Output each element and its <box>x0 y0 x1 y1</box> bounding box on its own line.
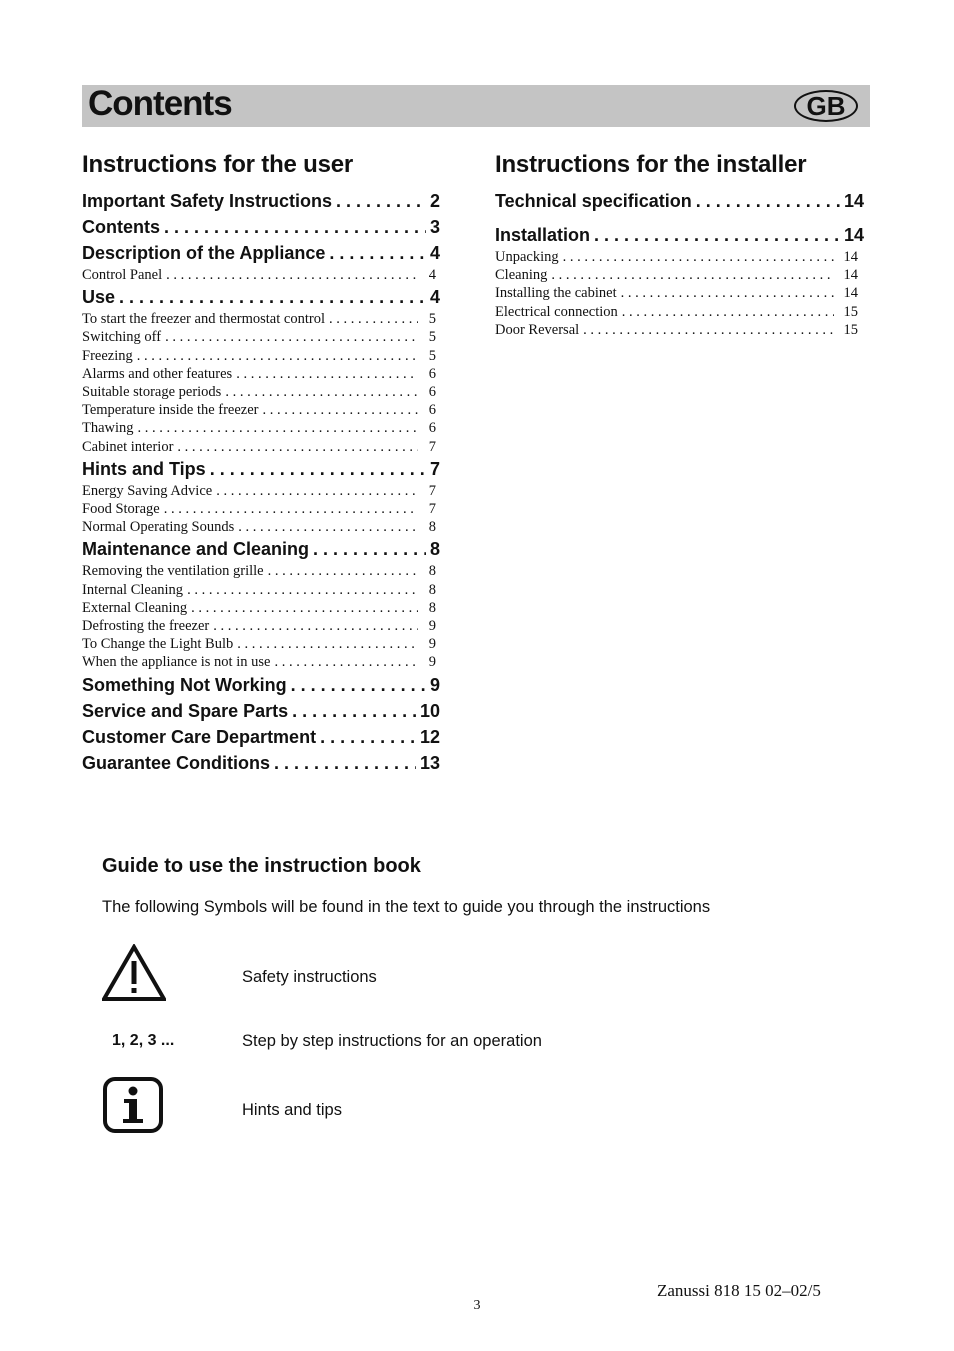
toc-subentry <box>82 266 440 284</box>
installer-section-title: Instructions for the installer <box>495 151 807 178</box>
document-reference: Zanussi 818 15 02–02/5 <box>657 1281 821 1300</box>
toc-entry-label: Description of the Appliance <box>82 243 326 263</box>
toc-leader-dots <box>119 284 426 310</box>
user-section-title: Instructions for the user <box>82 151 354 178</box>
toc-entry-page: 7 <box>428 482 436 499</box>
toc-subentry <box>82 401 440 419</box>
toc-leader-dots <box>137 347 418 365</box>
toc-leader-dots <box>292 698 416 724</box>
toc-subentry <box>82 599 440 617</box>
toc-entry-label: Service and Spare Parts <box>82 700 289 721</box>
toc-entry-label: Use <box>82 287 116 308</box>
toc-entry-page: 9 <box>428 636 436 653</box>
toc-entry-label: Door Reversal <box>495 321 580 338</box>
toc-subentry <box>82 365 440 383</box>
toc-entry-label: Something Not Working <box>82 674 287 695</box>
toc-subentry <box>82 617 440 635</box>
toc-heading-entry <box>82 214 440 240</box>
toc-entry-label: Technical specification <box>495 191 692 211</box>
toc-leader-dots <box>164 500 418 518</box>
toc-leader-dots <box>138 419 418 437</box>
toc-subentry <box>495 248 864 266</box>
toc-leader-dots <box>563 248 834 266</box>
toc-leader-dots <box>263 401 418 419</box>
toc-entry-label: Unpacking <box>495 249 559 265</box>
toc-leader-dots <box>216 482 418 500</box>
toc-entry-page: 8 <box>428 519 436 536</box>
toc-entry-page: 5 <box>428 347 436 364</box>
toc-entry-label: Food Storage <box>82 501 160 518</box>
toc-leader-dots <box>696 188 840 214</box>
toc-entry-page: 14 <box>843 249 858 265</box>
toc-entry-label: Switching off <box>82 329 162 346</box>
toc-entry-label: Cleaning <box>495 267 548 284</box>
toc-entry-page: 7 <box>429 458 440 479</box>
toc-entry-page: 6 <box>428 365 436 382</box>
language-badge: GB <box>794 90 858 122</box>
toc-entry-label: Installation <box>495 225 591 245</box>
toc-leader-dots <box>329 310 418 328</box>
toc-subentry <box>495 284 864 302</box>
toc-entry-page: 6 <box>428 402 436 419</box>
toc-entry-page: 13 <box>419 752 440 773</box>
installer-instructions-section <box>495 150 864 339</box>
toc-subentry <box>82 635 440 653</box>
guide-title: Guide to use the instruction book <box>102 855 421 877</box>
symbol-row-steps <box>102 1030 862 1056</box>
toc-entry-page: 14 <box>843 225 864 245</box>
toc-entry-page: 10 <box>419 700 440 721</box>
toc-subentry <box>495 321 864 339</box>
toc-entry-page: 5 <box>428 329 436 346</box>
toc-entry-page: 9 <box>428 618 436 635</box>
toc-entry-page: 12 <box>419 726 440 747</box>
page-number: 3 <box>473 1298 481 1313</box>
toc-subentry <box>82 562 440 580</box>
warning-triangle-icon <box>102 944 166 1002</box>
toc-entry-label: Suitable storage periods <box>82 384 222 401</box>
toc-subentry <box>82 347 440 365</box>
toc-entry-label: To start the freezer and thermostat control <box>82 311 325 328</box>
toc-entry-label: Contents <box>82 217 160 237</box>
toc-entry-page: 4 <box>428 267 436 283</box>
installer-toc-list <box>495 188 864 339</box>
toc-entry-label: When the appliance is not in use <box>82 654 271 671</box>
symbol-text-hints: Hints and tips <box>242 1101 342 1119</box>
toc-leader-dots <box>187 581 418 599</box>
toc-subentry <box>82 328 440 346</box>
toc-entry-page: 7 <box>428 438 436 455</box>
toc-entry-label: Control Panel <box>82 267 163 283</box>
toc-entry-page: 14 <box>843 267 858 284</box>
toc-entry-label: Removing the ventilation grille <box>82 563 264 580</box>
toc-entry-page: 9 <box>429 674 440 695</box>
toc-entry-page: 4 <box>429 243 440 263</box>
toc-heading-entry <box>82 284 440 310</box>
toc-subentry <box>82 581 440 599</box>
toc-heading-entry <box>82 456 440 482</box>
toc-entry-label: External Cleaning <box>82 599 188 616</box>
toc-entry-page: 6 <box>428 420 436 437</box>
toc-heading-entry <box>82 240 440 266</box>
toc-entry-label: Installing the cabinet <box>495 285 617 302</box>
toc-entry-label: Cabinet interior <box>82 438 174 455</box>
toc-leader-dots <box>165 328 418 346</box>
toc-entry-page: 4 <box>429 287 440 308</box>
toc-entry-page: 15 <box>843 303 858 320</box>
toc-leader-dots <box>320 724 416 750</box>
toc-leader-dots <box>329 240 426 266</box>
toc-heading-entry <box>495 222 864 248</box>
toc-subentry <box>82 482 440 500</box>
toc-entry-label: Normal Operating Sounds <box>82 519 235 536</box>
toc-subentry <box>82 310 440 328</box>
toc-leader-dots <box>336 188 426 214</box>
toc-subentry <box>495 266 864 284</box>
toc-leader-dots <box>166 266 418 284</box>
toc-entry-label: To Change the Light Bulb <box>82 636 234 653</box>
toc-heading-entry <box>82 724 440 750</box>
toc-entry-page: 5 <box>428 311 436 328</box>
symbol-row-hints <box>102 1076 862 1136</box>
user-instructions-section <box>82 150 440 776</box>
toc-leader-dots <box>583 321 834 339</box>
toc-entry-label: Temperature inside the freezer <box>82 402 259 419</box>
toc-leader-dots <box>238 518 418 536</box>
user-toc-list <box>82 188 440 776</box>
toc-entry-label: Electrical connection <box>495 303 618 320</box>
toc-leader-dots <box>164 214 426 240</box>
symbol-text-safety: Safety instructions <box>242 968 377 986</box>
toc-subentry <box>82 438 440 456</box>
toc-leader-dots <box>225 383 418 401</box>
toc-heading-entry <box>82 672 440 698</box>
step-marker: 1, 2, 3 ... <box>112 1032 175 1049</box>
toc-entry-label: Hints and Tips <box>82 458 206 479</box>
contents-header-bar <box>82 85 870 127</box>
toc-entry-label: Important Safety Instructions <box>82 191 333 211</box>
toc-subentry <box>82 653 440 671</box>
toc-heading-entry <box>82 750 440 776</box>
toc-entry-page: 6 <box>428 384 436 401</box>
toc-leader-dots <box>622 303 834 321</box>
toc-leader-dots <box>237 635 418 653</box>
toc-leader-dots <box>268 562 418 580</box>
guide-section <box>102 852 862 1119</box>
toc-heading-entry <box>495 188 864 214</box>
toc-leader-dots <box>213 617 418 635</box>
symbol-text-steps: Step by step instructions for an operation <box>242 1032 542 1050</box>
toc-entry-page: 3 <box>429 217 440 237</box>
toc-subentry <box>82 500 440 518</box>
toc-subentry <box>82 383 440 401</box>
toc-entry-label: Internal Cleaning <box>82 581 184 598</box>
toc-entry-page: 14 <box>843 191 864 211</box>
toc-entry-label: Guarantee Conditions <box>82 752 271 773</box>
toc-leader-dots <box>236 365 418 383</box>
toc-entry-label: Thawing <box>82 420 134 437</box>
toc-entry-label: Maintenance and Cleaning <box>82 539 310 560</box>
toc-leader-dots <box>621 284 834 302</box>
toc-heading-entry <box>82 536 440 562</box>
page-title: Contents <box>88 84 232 123</box>
info-icon <box>102 1076 164 1134</box>
toc-entry-page: 8 <box>428 599 436 616</box>
toc-entry-page: 8 <box>429 539 440 560</box>
toc-entry-label: Customer Care Department <box>82 726 317 747</box>
guide-intro: The following Symbols will be found in the text to guide you through the instructions <box>102 898 711 916</box>
toc-entry-label: Alarms and other features <box>82 365 233 382</box>
toc-entry-page: 15 <box>843 321 858 338</box>
toc-entry-page: 14 <box>843 285 858 302</box>
toc-leader-dots <box>177 438 418 456</box>
toc-leader-dots <box>274 750 416 776</box>
toc-entry-label: Energy Saving Advice <box>82 482 213 499</box>
toc-leader-dots <box>313 536 426 562</box>
symbol-row-safety <box>102 944 862 1004</box>
toc-leader-dots <box>594 222 840 248</box>
toc-leader-dots <box>191 599 418 617</box>
toc-subentry <box>82 518 440 536</box>
toc-subentry <box>495 303 864 321</box>
toc-leader-dots <box>291 672 426 698</box>
toc-leader-dots <box>210 456 426 482</box>
toc-leader-dots <box>274 653 418 671</box>
toc-entry-label: Defrosting the freezer <box>82 618 210 635</box>
toc-entry-label: Freezing <box>82 347 133 364</box>
toc-subentry <box>82 419 440 437</box>
toc-entry-page: 2 <box>429 191 440 211</box>
toc-entry-page: 9 <box>428 654 436 671</box>
toc-entry-page: 8 <box>428 581 436 598</box>
toc-leader-dots <box>551 266 834 284</box>
toc-heading-entry <box>82 698 440 724</box>
toc-heading-entry <box>82 188 440 214</box>
toc-entry-page: 8 <box>428 563 436 580</box>
toc-entry-page: 7 <box>428 501 436 518</box>
